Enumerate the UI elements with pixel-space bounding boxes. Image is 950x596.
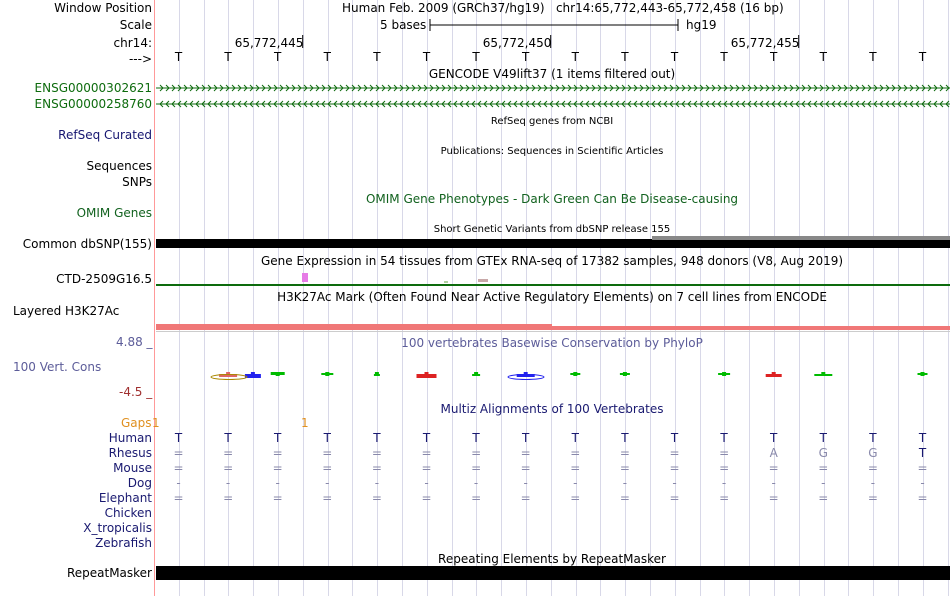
alignment-base: - [721,476,727,490]
alignment-base: = [223,461,234,475]
alignment-base: = [471,461,482,475]
sequence-base: T [373,50,381,64]
alignment-base: - [573,476,578,490]
alignment-base: = [570,491,581,505]
alignment-base: T [373,431,381,445]
gencode-item-1-label[interactable]: ENSG00000302621 [34,81,152,95]
phylop-peak [226,372,230,376]
phylop-peak [425,372,429,376]
sequence-base: T [819,50,827,64]
sequence-base: T [323,50,331,64]
alignment-base: = [818,461,829,475]
alignment-base: T [224,431,232,445]
alignment-base: = [173,491,184,505]
alignment-base: T [770,431,778,445]
alignment-base: A [769,446,778,460]
alignment-base: = [272,446,283,460]
gencode-item-2-label[interactable]: ENSG00000258760 [34,97,152,111]
alignment-base: - [821,476,826,490]
window-position-value: Human Feb. 2009 (GRCh37/hg19) chr14:65,772,443-65,772,458 (16 bp) [342,1,784,15]
sequence-base: T [918,50,927,64]
sequence-base: T [571,50,579,64]
alignment-base: - [870,476,876,490]
alignment-base: = [520,446,531,460]
alignment-base: - [672,476,677,490]
alignment-base: G [868,446,878,460]
phylop-min-label: -4.5 _ [119,385,153,399]
ruler-position-label: 65,772,450 [482,36,552,50]
phylop-peak [524,372,528,376]
gencode-track-title[interactable]: GENCODE V49lift37 (1 items filtered out) [428,67,676,81]
sequence-base: T [522,50,530,64]
alignment-base: T [174,431,183,445]
alignment-base: T [274,431,282,445]
alignment-base: = [619,446,630,460]
alignment-base: = [818,491,829,505]
alignment-base: = [223,446,234,460]
scale-value: 5 bases [380,18,427,32]
gtex-track-label[interactable]: CTD-2509G16.5 [56,272,152,286]
alignment-base: T [869,431,877,445]
alignment-base: = [768,461,779,475]
alignment-base: = [669,446,680,460]
alignment-base: = [421,446,432,460]
alignment-base: = [669,491,680,505]
sequence-base: T [274,50,282,64]
alignment-base: T [621,431,629,445]
scale-db: hg19 [686,18,717,32]
species-label[interactable]: Elephant [98,491,152,505]
species-label[interactable]: X_tropicalis [83,521,152,535]
alignment-base: = [421,461,432,475]
alignment-base: - [920,476,925,490]
alignment-base: = [272,461,283,475]
publications-track-label[interactable]: Sequences [86,159,152,173]
phylop-track-title[interactable]: 100 vertebrates Basewise Conservation by PhyloP [401,336,703,350]
omim-track-title[interactable]: OMIM Gene Phenotypes - Dark Green Can Be Disease-causing [365,192,739,206]
alignment-base: G [818,446,828,460]
h3k27ac-track-label[interactable]: Layered H3K27Ac [13,304,120,318]
alignment-base: - [325,476,330,490]
phylop-track-label[interactable]: 100 Vert. Cons [13,360,102,374]
alignment-base: = [917,461,928,475]
alignment-base: = [619,491,630,505]
sequence-base: T [621,50,629,64]
gaps-label: Gaps [121,416,152,430]
alignment-base: = [570,446,581,460]
alignment-base: T [571,431,579,445]
alignment-base: = [471,446,482,460]
alignment-base: = [768,491,779,505]
phylop-peak [474,372,478,376]
alignment-base: = [619,461,630,475]
species-label[interactable]: Dog [127,476,152,490]
scale-label: Scale [119,18,152,32]
strand-arrow-label[interactable]: ---> [128,52,152,66]
ruler-position-label: 65,772,455 [730,36,800,50]
species-label[interactable]: Zebrafish [95,536,152,550]
dbsnp-track-title[interactable]: Short Genetic Variants from dbSNP release 155 [433,224,671,235]
sequence-base: T [472,50,480,64]
alignment-base: = [173,461,184,475]
species-label[interactable]: Human [108,431,152,445]
alignment-base: = [272,491,283,505]
multiz-track-title[interactable]: Multiz Alignments of 100 Vertebrates [440,402,664,416]
sequence-base: T [224,50,232,64]
alignment-base: = [867,491,878,505]
alignment-base: = [371,446,382,460]
repeatmasker-track-label[interactable]: RepeatMasker [66,566,152,580]
alignment-base: = [371,491,382,505]
gtex-track-title[interactable]: Gene Expression in 54 tissues from GTEx RNA-seq of 17382 samples, 948 donors (V8, Aug 2019) [260,254,844,268]
alignment-base: = [322,461,333,475]
sequence-base: T [422,50,431,64]
phylop-peak [821,372,825,376]
alignment-base: - [275,476,280,490]
alignment-base: = [570,461,581,475]
alignment-base: = [719,446,730,460]
alignment-base: = [173,446,184,460]
sequence-base: T [770,50,778,64]
species-label[interactable]: Chicken [104,506,152,520]
alignment-base: T [918,446,927,460]
alignment-base: T [522,431,530,445]
alignment-base: T [918,431,927,445]
alignment-base: = [322,491,333,505]
alignment-base: = [669,461,680,475]
snps-track-label[interactable]: SNPs [122,175,152,189]
alignment-base: T [422,431,431,445]
repeatmasker-track-title[interactable]: Repeating Elements by RepeatMasker [438,552,666,566]
refseq-track-label[interactable]: RefSeq Curated [58,128,152,142]
phylop-max-label: 4.88 _ [116,335,153,349]
alignment-base: - [424,476,429,490]
gap-mark-2: 1 [301,416,309,430]
dbsnp-track-label[interactable]: Common dbSNP(155) [22,237,152,251]
alignment-base: = [223,491,234,505]
alignment-base: = [471,491,482,505]
alignment-base: = [719,491,730,505]
phylop-peak [921,372,925,376]
alignment-base: T [670,431,679,445]
alignment-base: = [421,491,432,505]
phylop-peak [722,372,726,376]
alignment-base: T [472,431,480,445]
phylop-peak [375,372,379,376]
alignment-base: = [719,461,730,475]
species-label[interactable]: Rhesus [108,446,152,460]
phylop-peak [772,372,776,376]
window-position-label: Window Position [54,1,152,15]
phylop-peak [573,372,577,376]
alignment-base: - [771,476,776,490]
alignment-base: - [622,476,628,490]
h3k27ac-track-title[interactable]: H3K27Ac Mark (Often Found Near Active Regulatory Elements) on 7 cell lines from ENCODE [277,290,827,304]
alignment-base: = [322,446,333,460]
alignment-base: - [225,476,231,490]
phylop-peak [325,372,329,376]
alignment-base: - [473,476,479,490]
alignment-base: - [176,476,181,490]
sequence-base: T [720,50,728,64]
phylop-peak [623,372,627,376]
species-label[interactable]: Mouse [113,461,152,475]
sequence-base: T [670,50,679,64]
chrom-label: chr14: [113,36,152,50]
alignment-base: T [323,431,331,445]
gap-mark-1: 1 [152,416,160,430]
alignment-base: - [374,476,380,490]
alignment-base: = [867,461,878,475]
alignment-base: T [819,431,827,445]
phylop-peak [251,372,255,376]
refseq-track-title[interactable]: RefSeq genes from NCBI [490,116,614,127]
ruler-position-label: 65,772,445 [234,36,304,50]
omim-track-label[interactable]: OMIM Genes [76,206,152,220]
alignment-base: = [520,491,531,505]
alignment-base: = [371,461,382,475]
alignment-base: = [520,461,531,475]
alignment-base: T [720,431,728,445]
sequence-base: T [869,50,877,64]
sequence-base: T [174,50,183,64]
phylop-peak [276,372,280,376]
publications-track-title[interactable]: Publications: Sequences in Scientific Articles [440,146,664,157]
alignment-base: = [917,491,928,505]
alignment-base: - [523,476,528,490]
